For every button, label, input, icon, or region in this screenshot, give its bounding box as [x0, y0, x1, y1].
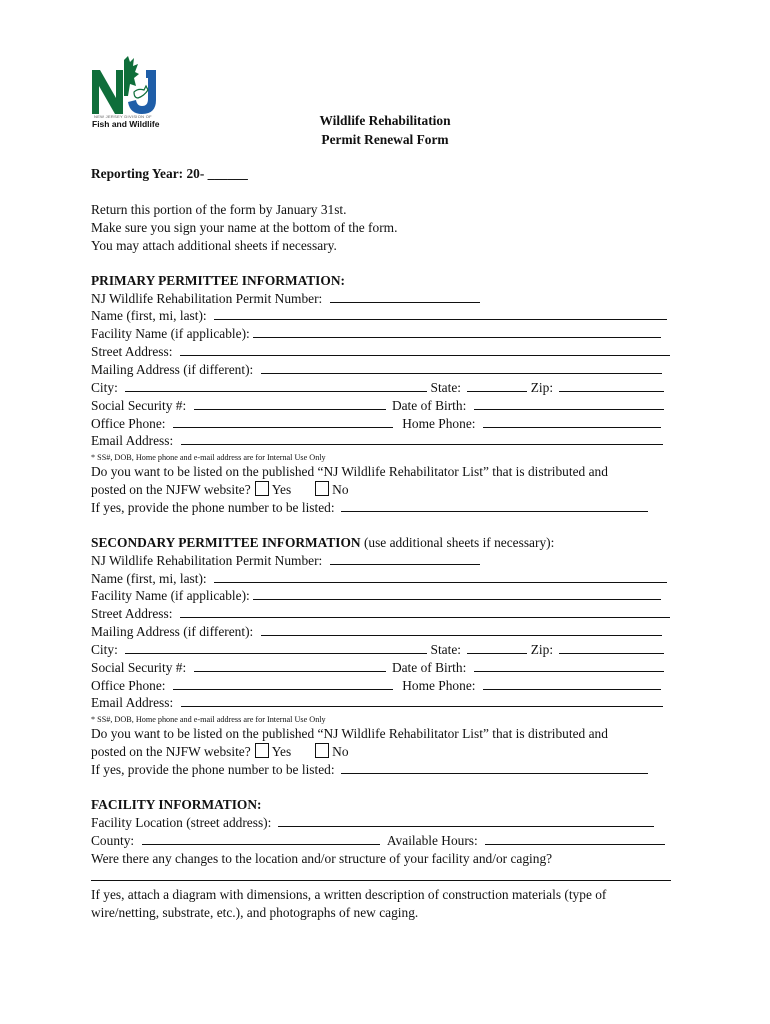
field-label: If yes, provide the phone number to be listed:	[91, 500, 335, 515]
home-phone-field[interactable]	[483, 677, 661, 690]
facility-location	[91, 814, 654, 832]
secondary-internal-note: * SS#, DOB, Home phone and e-mail address are for Internal Use Only	[91, 715, 326, 724]
dob-field[interactable]	[474, 397, 664, 410]
agency-name: Fish and Wildlife	[92, 119, 160, 129]
primary-mailing	[91, 361, 662, 379]
instruction-line: You may attach additional sheets if necessary.	[91, 238, 337, 253]
field-label: County:	[91, 833, 135, 848]
facility-county-hours	[91, 832, 665, 850]
facility-location-field[interactable]	[278, 814, 654, 827]
field-label: State:	[430, 642, 462, 657]
field-label: NJ Wildlife Rehabilitation Permit Number:	[91, 553, 323, 568]
mailing-field[interactable]	[261, 361, 662, 374]
primary-permit-number	[91, 290, 480, 308]
no-label: No	[332, 482, 349, 497]
yes-checkbox[interactable]	[255, 481, 269, 496]
field-label: Available Hours:	[386, 833, 478, 848]
reporting-year-blank[interactable]: ______	[207, 166, 248, 181]
county-field[interactable]	[142, 832, 380, 845]
listed-phone-field[interactable]	[341, 499, 648, 512]
field-label: Home Phone:	[402, 416, 476, 431]
secondary-phone-listed	[91, 761, 648, 779]
home-phone-field[interactable]	[483, 415, 661, 428]
secondary-heading-row	[91, 534, 554, 552]
street-field[interactable]	[180, 605, 670, 618]
permit-number-field[interactable]	[330, 552, 480, 565]
field-label: State:	[430, 380, 462, 395]
field-label: Zip:	[530, 380, 554, 395]
facility-changes-answer-line[interactable]	[91, 880, 671, 881]
primary-internal-note: * SS#, DOB, Home phone and e-mail address are for Internal Use Only	[91, 453, 326, 462]
secondary-facility-name	[91, 587, 661, 605]
name-field[interactable]	[214, 307, 667, 320]
field-label: NJ Wildlife Rehabilitation Permit Number:	[91, 291, 323, 306]
field-label: posted on the NJFW website?	[91, 744, 251, 759]
street-field[interactable]	[180, 343, 670, 356]
instruction-line: Return this portion of the form by January 31st.	[91, 202, 347, 217]
field-label: Mailing Address (if different):	[91, 362, 254, 377]
secondary-street	[91, 605, 670, 623]
primary-phone-listed	[91, 499, 648, 517]
field-label: City:	[91, 642, 118, 657]
agency-small-text: NEW JERSEY DIVISION OF	[94, 114, 152, 119]
dob-field[interactable]	[474, 659, 664, 672]
field-label: Mailing Address (if different):	[91, 624, 254, 639]
form-title	[0, 111, 770, 149]
field-label: Office Phone:	[91, 416, 166, 431]
field-label: Office Phone:	[91, 678, 166, 693]
field-label: Date of Birth:	[391, 398, 467, 413]
secondary-name	[91, 570, 667, 588]
secondary-city-state-zip	[91, 641, 664, 659]
field-label: Email Address:	[91, 695, 174, 710]
primary-city-state-zip	[91, 379, 664, 397]
primary-street	[91, 343, 670, 361]
permit-number-field[interactable]	[330, 290, 480, 303]
title-line-2: Permit Renewal Form	[321, 132, 449, 147]
ssn-field[interactable]	[194, 659, 386, 672]
instruction-line: Make sure you sign your name at the bottom of the form.	[91, 220, 398, 235]
state-field[interactable]	[467, 641, 527, 654]
facility-attach-line-1: If yes, attach a diagram with dimensions, a written description of construction materials (type of	[91, 887, 607, 902]
ssn-field[interactable]	[194, 397, 386, 410]
state-field[interactable]	[467, 379, 527, 392]
facility-heading: FACILITY INFORMATION:	[91, 797, 262, 812]
city-field[interactable]	[125, 641, 427, 654]
field-label: City:	[91, 380, 118, 395]
listed-phone-field[interactable]	[341, 761, 648, 774]
secondary-phones	[91, 677, 661, 695]
field-label: Facility Location (street address):	[91, 815, 272, 830]
yes-label: Yes	[271, 482, 292, 497]
yes-label: Yes	[271, 744, 292, 759]
primary-name	[91, 307, 667, 325]
city-field[interactable]	[125, 379, 427, 392]
secondary-permit-number	[91, 552, 480, 570]
primary-heading: PRIMARY PERMITTEE INFORMATION:	[91, 273, 345, 288]
primary-ssn-dob	[91, 397, 664, 415]
mailing-field[interactable]	[261, 623, 662, 636]
facility-attach-line-2: wire/netting, substrate, etc.), and photographs of new caging.	[91, 905, 419, 920]
field-label: Zip:	[530, 642, 554, 657]
hours-field[interactable]	[485, 832, 665, 845]
field-label: posted on the NJFW website?	[91, 482, 251, 497]
reporting-year	[91, 165, 248, 183]
primary-phones	[91, 415, 661, 433]
field-label: Social Security #:	[91, 660, 187, 675]
zip-field[interactable]	[559, 379, 664, 392]
field-label: Name (first, mi, last):	[91, 308, 207, 323]
field-label: Name (first, mi, last):	[91, 571, 207, 586]
secondary-mailing	[91, 623, 662, 641]
field-label: Social Security #:	[91, 398, 187, 413]
yes-checkbox[interactable]	[255, 743, 269, 758]
office-phone-field[interactable]	[173, 415, 393, 428]
title-line-1: Wildlife Rehabilitation	[319, 113, 451, 128]
field-label: Street Address:	[91, 344, 173, 359]
facility-name-field[interactable]	[253, 325, 661, 338]
primary-list-question: Do you want to be listed on the published “NJ Wildlife Rehabilitator List” that is distributed and	[91, 464, 608, 479]
name-field[interactable]	[214, 570, 667, 583]
no-label: No	[332, 744, 349, 759]
field-label: Facility Name (if applicable):	[91, 588, 250, 603]
field-label: Street Address:	[91, 606, 173, 621]
nj-fish-wildlife-logo-mark	[90, 56, 168, 116]
field-label: Date of Birth:	[391, 660, 467, 675]
email-field[interactable]	[181, 432, 663, 445]
no-checkbox[interactable]	[315, 481, 329, 496]
field-label: Facility Name (if applicable):	[91, 326, 250, 341]
primary-list-answer	[91, 481, 349, 499]
reporting-year-label: Reporting Year: 20-	[91, 166, 205, 181]
primary-email	[91, 432, 663, 450]
field-label: If yes, provide the phone number to be listed:	[91, 762, 335, 777]
no-checkbox[interactable]	[315, 743, 329, 758]
secondary-heading-note: (use additional sheets if necessary):	[360, 535, 555, 550]
facility-changes-question: Were there any changes to the location and/or structure of your facility and/or caging?	[91, 851, 553, 866]
office-phone-field[interactable]	[173, 677, 393, 690]
primary-facility-name	[91, 325, 661, 343]
secondary-list-answer	[91, 743, 349, 761]
secondary-list-question: Do you want to be listed on the published “NJ Wildlife Rehabilitator List” that is distributed and	[91, 726, 608, 741]
field-label: Home Phone:	[402, 678, 476, 693]
secondary-email	[91, 694, 663, 712]
field-label: Email Address:	[91, 433, 174, 448]
secondary-ssn-dob	[91, 659, 664, 677]
facility-name-field[interactable]	[253, 587, 661, 600]
email-field[interactable]	[181, 694, 663, 707]
secondary-heading: SECONDARY PERMITTEE INFORMATION	[91, 535, 361, 550]
zip-field[interactable]	[559, 641, 664, 654]
